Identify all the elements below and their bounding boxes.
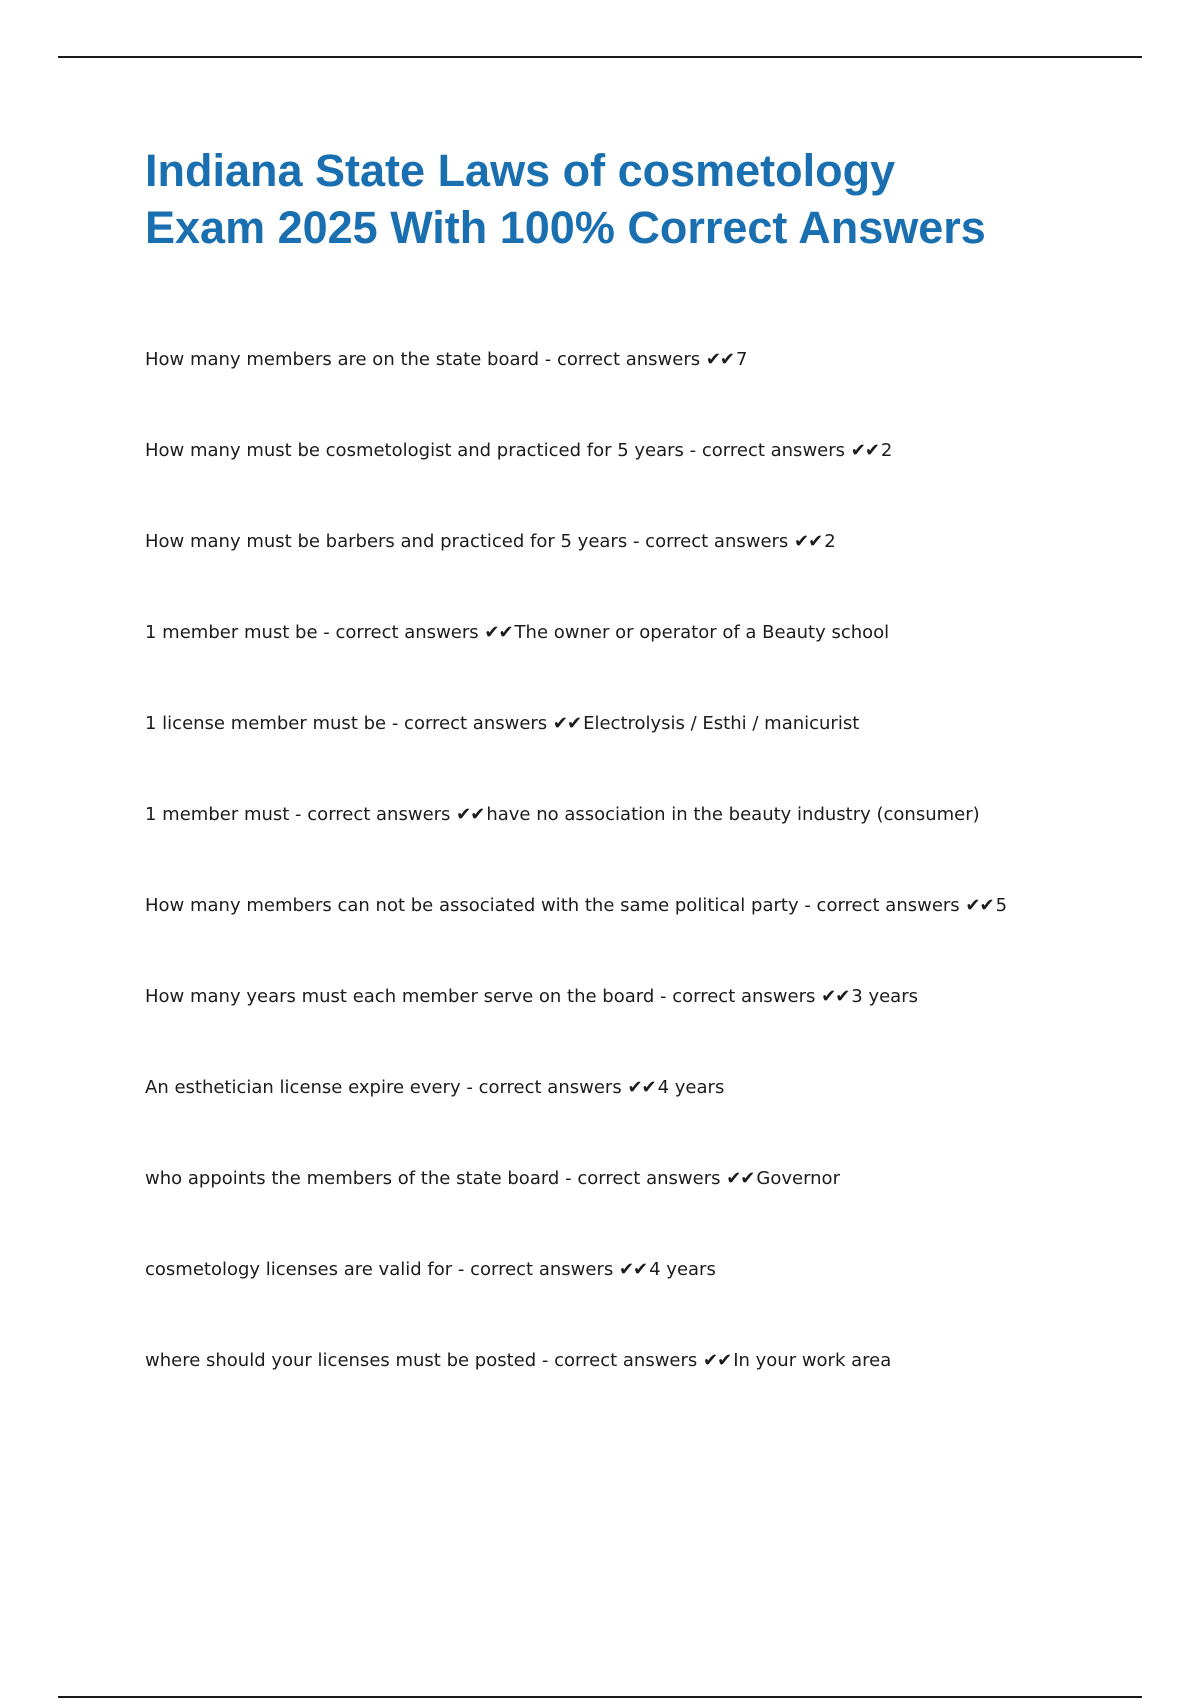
separator: - [539, 349, 557, 370]
answer-text: 4 years [649, 1259, 716, 1280]
question-text: who appoints the members of the state board [145, 1168, 560, 1189]
separator: - [654, 986, 673, 1007]
qa-item [145, 1346, 1105, 1437]
answer-marker: correct answers [554, 1350, 698, 1371]
separator [700, 349, 706, 370]
question-text: where should your licenses must be posted [145, 1350, 537, 1371]
answer-marker: correct answers [701, 440, 846, 461]
answer-marker: correct answers [645, 531, 789, 552]
title-line-2: Exam 2025 With 100% Correct Answers [145, 202, 986, 253]
answer-text: Electrolysis / Esthi / manicurist [583, 713, 860, 734]
qa-item [145, 1255, 1105, 1346]
separator: - [798, 895, 817, 916]
double-check-icon: ✔✔ [821, 986, 850, 1007]
answer-marker: correct answers [556, 349, 701, 370]
separator: - [460, 1077, 479, 1098]
double-check-icon: ✔✔ [850, 440, 879, 461]
separator: - [536, 1350, 555, 1371]
question-text: 1 member must [145, 804, 290, 825]
qa-item [145, 1164, 1105, 1255]
question-text: cosmetology licenses are valid for [145, 1259, 453, 1280]
separator: - [627, 531, 646, 552]
answer-text: In your work area [733, 1350, 892, 1371]
double-check-icon: ✔✔ [627, 1077, 656, 1098]
answer-marker: correct answers [816, 895, 960, 916]
double-check-icon: ✔✔ [705, 349, 735, 370]
answer-text: 2 [880, 440, 893, 461]
separator: - [317, 622, 336, 643]
question-text: How many must be cosmetologist and practiced for 5 years [145, 440, 684, 461]
double-check-icon: ✔✔ [794, 531, 823, 552]
title-line-1: Indiana State Laws of cosmetology [145, 145, 896, 196]
separator: - [683, 440, 702, 461]
qa-item [145, 618, 1105, 709]
double-check-icon: ✔✔ [618, 1259, 648, 1280]
answer-text: 4 years [657, 1077, 725, 1098]
answer-text: 7 [736, 349, 748, 370]
double-check-icon: ✔✔ [484, 622, 513, 643]
question-text: How many years must each member serve on the board [145, 986, 655, 1007]
answer-text: 2 [824, 531, 836, 552]
footer-rule [58, 1696, 1142, 1698]
answer-marker: correct answers [478, 1077, 622, 1098]
question-text: How many must be barbers and practiced for 5 years [145, 531, 628, 552]
answer-marker: correct answers [577, 1168, 721, 1189]
double-check-icon: ✔✔ [965, 895, 994, 916]
answer-marker: correct answers [335, 622, 479, 643]
question-text: 1 license member must be [145, 713, 387, 734]
answer-marker: correct answers [404, 713, 548, 734]
separator: - [289, 804, 308, 825]
separator [845, 440, 851, 461]
answer-marker: correct answers [470, 1259, 614, 1280]
qa-list [145, 345, 1105, 1437]
header-rule [58, 56, 1142, 58]
qa-item [145, 345, 1105, 436]
qa-item [145, 436, 1105, 527]
qa-item [145, 1073, 1105, 1164]
qa-item [145, 800, 1105, 891]
question-text: 1 member must be [145, 622, 318, 643]
question-text: How many members are on the state board [145, 349, 540, 370]
double-check-icon: ✔✔ [726, 1168, 755, 1189]
qa-item [145, 709, 1105, 800]
answer-text: 3 years [851, 986, 918, 1007]
answer-text: The owner or operator of a Beauty school [514, 622, 890, 643]
separator: - [452, 1259, 471, 1280]
separator: - [386, 713, 405, 734]
answer-marker: correct answers [672, 986, 816, 1007]
qa-item [145, 891, 1105, 982]
qa-item [145, 527, 1105, 618]
double-check-icon: ✔✔ [552, 713, 582, 734]
double-check-icon: ✔✔ [456, 804, 485, 825]
double-check-icon: ✔✔ [703, 1350, 732, 1371]
document-title [145, 142, 1105, 256]
answer-marker: correct answers [307, 804, 451, 825]
separator: - [559, 1168, 578, 1189]
question-text: An esthetician license expire every [145, 1077, 461, 1098]
answer-text: have no association in the beauty industry (consumer) [486, 804, 980, 825]
question-text: How many members can not be associated with the same political party [145, 895, 799, 916]
qa-item [145, 982, 1105, 1073]
answer-text: 5 [995, 895, 1008, 916]
answer-text: Governor [756, 1168, 840, 1189]
